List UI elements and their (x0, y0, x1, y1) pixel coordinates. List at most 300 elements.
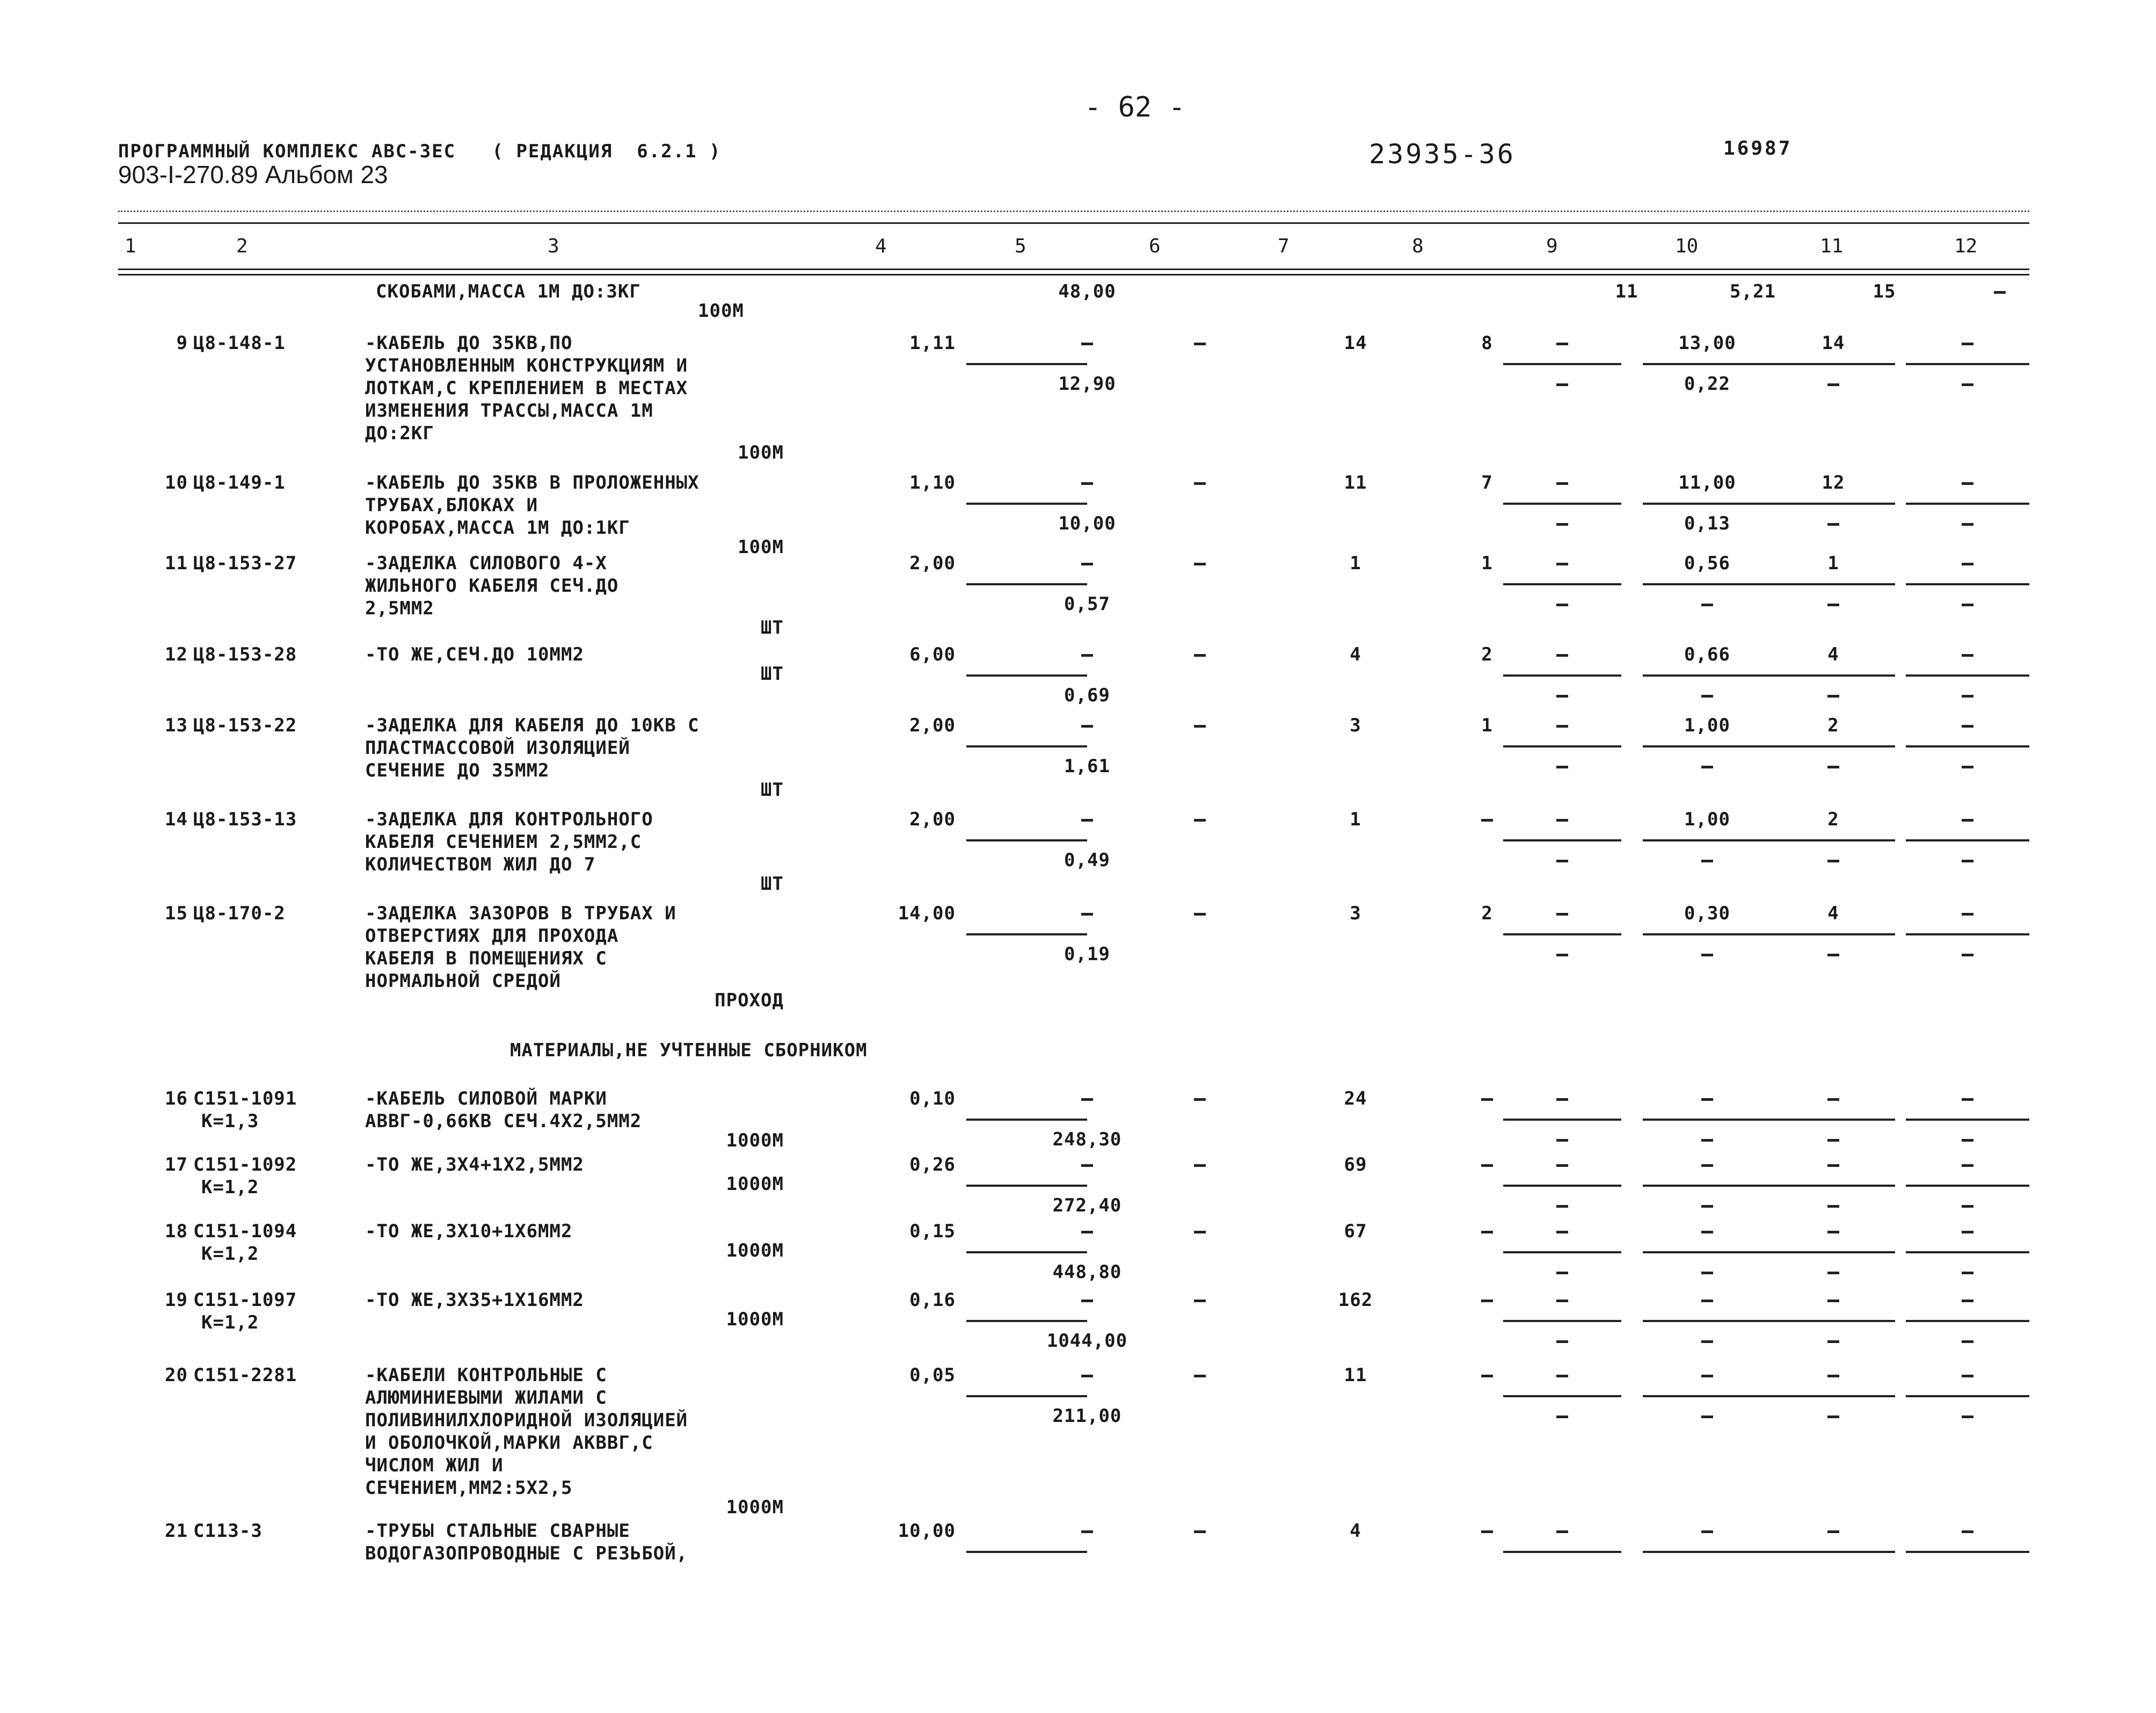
cell-c11-bottom (1827, 1272, 1839, 1274)
cell-c12-rule (1906, 933, 2029, 935)
cell-col7: 162 (1338, 1289, 1373, 1311)
cell-col5-top (1081, 819, 1093, 822)
cell-c11-rule (1772, 1185, 1895, 1187)
row-description-line: И ОБОЛОЧКОЙ,МАРКИ АКВВГ,С (365, 1432, 653, 1454)
cell-col5-rule (966, 503, 1087, 505)
row-description-line: КОРОБАХ,МАССА 1М ДО:1КГ (365, 517, 630, 539)
cell-c11-top: 4 (1827, 903, 1839, 924)
cell-c10-rule (1643, 1251, 1772, 1253)
row-description-line: АВВГ-0,66КВ СЕЧ.4Х2,5ММ2 (365, 1110, 642, 1132)
cell-c12-bottom (1962, 860, 1973, 862)
cell-col6 (1194, 482, 1206, 485)
cell-c9-rule (1503, 745, 1621, 747)
row-coefficient: К=1,2 (201, 1243, 259, 1265)
row-code: Ц8-153-28 (193, 644, 297, 665)
cell-c10-bottom (1701, 1139, 1713, 1142)
row-unit: 1000М (726, 1309, 784, 1330)
cell-c10-rule (1643, 1395, 1772, 1397)
cell-c12-top (1962, 563, 1973, 565)
row-quantity: 1,10 (909, 472, 956, 493)
cell-col6 (1194, 1300, 1206, 1302)
cell-c10-bottom (1701, 604, 1713, 606)
cell-c9-rule (1503, 1320, 1621, 1322)
cell-c10-bottom (1701, 1272, 1713, 1274)
row-description-line: -КАБЕЛЬ ДО 35КВ,ПО (365, 332, 573, 354)
cell-col12 (1994, 291, 2006, 294)
row-description-line: УСТАНОВЛЕННЫМ КОНСТРУКЦИЯМ И (365, 355, 688, 376)
cell-col10: 5,21 (1730, 281, 1776, 302)
cell-c9-bottom (1556, 1272, 1568, 1274)
cell-c9-bottom (1556, 383, 1568, 386)
row-number: 19 (165, 1289, 188, 1311)
cell-c11-top (1827, 1098, 1839, 1101)
row-unit: ШТ (761, 779, 784, 801)
cell-c12-top (1962, 1231, 1973, 1233)
cell-col7: 67 (1344, 1221, 1367, 1242)
row-quantity: 2,00 (909, 715, 956, 736)
row-code: С113-3 (193, 1520, 263, 1542)
cell-c10-bottom: 0,22 (1684, 373, 1730, 395)
cell-c9-top (1556, 654, 1568, 657)
cell-c9-rule (1503, 933, 1621, 935)
row-description-line: -ТРУБЫ СТАЛЬНЫЕ СВАРНЫЕ (365, 1520, 630, 1542)
cell-col5-top (1081, 1231, 1093, 1233)
cell-c12-top (1962, 725, 1973, 728)
row-description-line: -ТО ЖЕ,3Х4+1Х2,5ММ2 (365, 1154, 584, 1175)
cell-c9-bottom (1556, 604, 1568, 606)
cell-c9-rule (1503, 1395, 1621, 1397)
cell-col7: 3 (1350, 715, 1361, 736)
cell-c11-bottom (1827, 1340, 1839, 1343)
row-quantity: 0,15 (909, 1221, 956, 1242)
cell-c10-top (1701, 1300, 1713, 1302)
row-unit: ШТ (761, 617, 784, 638)
row-unit: 1000М (726, 1130, 784, 1151)
row-unit: 1000М (726, 1173, 784, 1195)
cell-col7: 1 (1350, 809, 1361, 830)
row-description-line: ПОЛИВИНИЛХЛОРИДНОЙ ИЗОЛЯЦИЕЙ (365, 1410, 688, 1431)
program-header: ПРОГРАММНЫЙ КОМПЛЕКС АВС-ЗЕС ( РЕДАКЦИЯ 6.2.1 ) (118, 141, 722, 162)
cell-c10-top (1701, 1164, 1713, 1167)
cell-col8 (1481, 1300, 1493, 1302)
cell-c12-top (1962, 1300, 1973, 1302)
cell-c11-top: 4 (1827, 644, 1839, 665)
cell-c11-rule (1772, 933, 1895, 935)
cell-c10-bottom: 0,13 (1684, 513, 1730, 534)
cell-c12-top (1962, 1164, 1973, 1167)
cell-c10-rule (1643, 1119, 1772, 1121)
cell-col5-bottom: 211,00 (1052, 1405, 1122, 1427)
row-number: 16 (165, 1088, 188, 1109)
cell-c11-rule (1772, 1320, 1895, 1322)
row-description-line: КОЛИЧЕСТВОМ ЖИЛ ДО 7 (365, 854, 596, 875)
cell-c12-bottom (1962, 695, 1973, 698)
row-description-line: -ТО ЖЕ,3Х35+1Х16ММ2 (365, 1289, 584, 1311)
cell-col6 (1194, 1530, 1206, 1533)
cell-col5-top (1081, 725, 1093, 728)
row-description-line: -ЗАДЕЛКА ЗАЗОРОВ В ТРУБАХ И (365, 903, 676, 924)
cell-c11-top: 2 (1827, 715, 1839, 736)
row-description-line: -КАБЕЛЬ СИЛОВОЙ МАРКИ (365, 1088, 607, 1109)
cell-col5-bottom: 1044,00 (1046, 1330, 1128, 1352)
cell-col8: 8 (1481, 332, 1493, 354)
cell-col8 (1481, 1530, 1493, 1533)
column-number: 2 (236, 235, 248, 257)
cell-c9-bottom (1556, 954, 1568, 956)
cell-col7: 69 (1344, 1154, 1367, 1175)
cell-c10-top: 13,00 (1678, 332, 1736, 354)
cell-c10-top (1701, 1231, 1713, 1233)
cell-col8: 1 (1481, 715, 1493, 736)
row-number: 15 (165, 903, 188, 924)
cell-col5-bottom: 10,00 (1058, 513, 1116, 534)
cell-col5-bottom: 1,61 (1064, 756, 1110, 777)
row-description-line: -ТО ЖЕ,СЕЧ.ДО 10ММ2 (365, 644, 584, 665)
cell-c9-rule (1503, 583, 1621, 585)
cell-c12-rule (1906, 1119, 2029, 1121)
cell-col5-rule (966, 1185, 1087, 1187)
cell-c10-rule (1643, 583, 1772, 585)
row-unit: ПРОХОД (715, 990, 784, 1011)
cell-c9-top (1556, 1375, 1568, 1377)
column-number: 6 (1149, 235, 1161, 257)
row-description-line: КАБЕЛЯ СЕЧЕНИЕМ 2,5ММ2,С (365, 831, 642, 853)
row-quantity: 1,11 (909, 332, 956, 354)
cell-c12-top (1962, 654, 1973, 657)
document-code: 23935-36 (1369, 139, 1516, 170)
cell-c10-top (1701, 1375, 1713, 1377)
cell-c9-bottom (1556, 1139, 1568, 1142)
row-quantity: 2,00 (909, 809, 956, 830)
cell-c9-bottom (1556, 766, 1568, 768)
cell-col5-rule (966, 363, 1087, 365)
cell-c9-top (1556, 1300, 1568, 1302)
cell-col5-top (1081, 1375, 1093, 1377)
column-number: 10 (1675, 235, 1699, 257)
cell-c9-bottom (1556, 1340, 1568, 1343)
cell-c12-rule (1906, 363, 2029, 365)
cell-c12-bottom (1962, 383, 1973, 386)
cell-c12-bottom (1962, 1272, 1973, 1274)
cell-c11-bottom (1827, 1205, 1839, 1208)
cell-col5: 48,00 (1058, 281, 1116, 302)
cell-c10-bottom (1701, 766, 1713, 768)
row-description-line: КАБЕЛЯ В ПОМЕЩЕНИЯХ С (365, 948, 607, 969)
cell-col5-rule (966, 745, 1087, 747)
cell-col6 (1194, 1231, 1206, 1233)
cell-col5-rule (966, 583, 1087, 585)
row-description-line: -ЗАДЕЛКА СИЛОВОГО 4-Х (365, 553, 607, 574)
cell-c12-top (1962, 819, 1973, 822)
cell-col6 (1194, 1375, 1206, 1377)
row-quantity: 6,00 (909, 644, 956, 665)
cell-c9-top (1556, 343, 1568, 345)
row-code: Ц8-153-13 (193, 809, 297, 830)
cell-c11-bottom (1827, 1416, 1839, 1418)
row-description-line: ЛОТКАМ,С КРЕПЛЕНИЕМ В МЕСТАХ (365, 378, 688, 399)
header-rule-bottom (118, 268, 2029, 270)
cell-c12-bottom (1962, 604, 1973, 606)
cell-c9-top (1556, 1530, 1568, 1533)
row-number: 18 (165, 1221, 188, 1242)
cell-col5-top (1081, 1164, 1093, 1167)
cell-col5-top (1081, 654, 1093, 657)
cell-col5-rule (966, 933, 1087, 935)
cell-c10-rule (1643, 674, 1772, 677)
cell-col5-rule (966, 839, 1087, 841)
cell-c12-rule (1906, 745, 2029, 747)
column-number: 11 (1820, 235, 1844, 257)
row-description-line: ЧИСЛОМ ЖИЛ И (365, 1455, 504, 1476)
row-unit: ШТ (761, 873, 784, 895)
row-description-line: ОТВЕРСТИЯХ ДЛЯ ПРОХОДА (365, 925, 619, 947)
cell-c11-top: 2 (1827, 809, 1839, 830)
cell-c11-bottom (1827, 860, 1839, 862)
row-description-line: ИЗМЕНЕНИЯ ТРАССЫ,МАССА 1М (365, 400, 653, 422)
cell-c12-rule (1906, 674, 2029, 677)
cell-col11: 15 (1873, 281, 1896, 302)
cell-c12-top (1962, 1098, 1973, 1101)
cell-col5-rule (966, 1251, 1087, 1253)
cell-c10-top (1701, 1530, 1713, 1533)
cell-c10-bottom (1701, 695, 1713, 698)
row-code: Ц8-153-22 (193, 715, 297, 736)
cell-c10-top: 11,00 (1678, 472, 1736, 493)
cell-col7: 24 (1344, 1088, 1367, 1109)
top-dotted-rule (118, 211, 2029, 212)
row-description-line: -ЗАДЕЛКА ДЛЯ КАБЕЛЯ ДО 10КВ С (365, 715, 700, 736)
cell-c9-top (1556, 1164, 1568, 1167)
cell-col5-top (1081, 1300, 1093, 1302)
cell-col8: 2 (1481, 903, 1493, 924)
cell-c9-bottom (1556, 1416, 1568, 1418)
row-unit: 100М (698, 300, 744, 322)
column-number: 12 (1954, 235, 1978, 257)
row-quantity: 14,00 (898, 903, 956, 924)
row-code: Ц8-149-1 (193, 472, 286, 493)
column-number: 9 (1546, 235, 1558, 257)
header-rule-top (118, 222, 2029, 224)
row-description-line: ВОДОГАЗОПРОВОДНЫЕ С РЕЗЬБОЙ, (365, 1543, 688, 1564)
cell-col5-bottom: 12,90 (1058, 373, 1116, 395)
row-code: Ц8-170-2 (193, 903, 286, 924)
cell-c10-top: 1,00 (1684, 715, 1730, 736)
cell-col8 (1481, 1375, 1493, 1377)
cell-col6 (1194, 1098, 1206, 1101)
cell-c9-rule (1503, 674, 1621, 677)
cell-c9-bottom (1556, 1205, 1568, 1208)
cell-c10-bottom (1701, 1340, 1713, 1343)
cell-c11-bottom (1827, 954, 1839, 956)
cell-c11-rule (1772, 1251, 1895, 1253)
cell-c12-rule (1906, 1185, 2029, 1187)
header-rule-bottom-2 (118, 274, 2029, 275)
cell-c11-bottom (1827, 695, 1839, 698)
cell-c10-rule (1643, 363, 1772, 365)
row-description-line: ДО:2КГ (365, 423, 434, 444)
cell-c11-top: 12 (1822, 472, 1845, 493)
row-number: 14 (165, 809, 188, 830)
column-number: 4 (875, 235, 887, 257)
cell-c11-bottom (1827, 1139, 1839, 1142)
row-description-line: 2,5ММ2 (365, 598, 434, 619)
cell-col6 (1194, 563, 1206, 565)
cell-col7: 14 (1344, 332, 1367, 354)
cell-c11-bottom (1827, 766, 1839, 768)
cell-c10-rule (1643, 1185, 1772, 1187)
row-number: 20 (165, 1364, 188, 1386)
cell-c11-top (1827, 1530, 1839, 1533)
cell-col5-top (1081, 913, 1093, 916)
cell-c10-rule (1643, 1320, 1772, 1322)
cell-c9-top (1556, 482, 1568, 485)
row-quantity: 0,16 (909, 1289, 956, 1311)
cell-c12-rule (1906, 1320, 2029, 1322)
row-number: 21 (165, 1520, 188, 1542)
cell-c11-bottom (1827, 604, 1839, 606)
cell-col6 (1194, 343, 1206, 345)
cell-col8 (1481, 1164, 1493, 1167)
cell-c9-bottom (1556, 523, 1568, 526)
row-number: 13 (165, 715, 188, 736)
row-unit: ШТ (761, 663, 784, 685)
column-number: 8 (1412, 235, 1424, 257)
row-description-line: ТРУБАХ,БЛОКАХ И (365, 495, 538, 516)
cell-c12-rule (1906, 583, 2029, 585)
cell-col8 (1481, 819, 1493, 822)
row-description-line: СЕЧЕНИЕМ,ММ2:5Х2,5 (365, 1477, 573, 1499)
cell-col6 (1194, 819, 1206, 822)
cell-col5-rule (966, 1320, 1087, 1322)
row-quantity: 0,10 (909, 1088, 956, 1109)
row-description-line: ЖИЛЬНОГО КАБЕЛЯ СЕЧ.ДО (365, 575, 619, 597)
cell-col5-top (1081, 563, 1093, 565)
cell-c11-rule (1772, 745, 1895, 747)
cell-col5-top (1081, 1530, 1093, 1533)
row-quantity: 2,00 (909, 553, 956, 574)
row-number: 17 (165, 1154, 188, 1175)
cell-col5-top (1081, 1098, 1093, 1101)
row-code: С151-1092 (193, 1154, 297, 1175)
row-code: С151-1094 (193, 1221, 297, 1242)
row-description-line: ПЛАСТМАССОВОЙ ИЗОЛЯЦИЕЙ (365, 737, 630, 759)
cell-col7: 1 (1350, 553, 1361, 574)
cell-c10-bottom (1701, 1416, 1713, 1418)
cell-c12-top (1962, 1530, 1973, 1533)
cell-c12-bottom (1962, 1139, 1973, 1142)
cell-c10-rule (1643, 1551, 1772, 1553)
cell-c12-top (1962, 343, 1973, 345)
row-unit: 100М (738, 442, 784, 463)
row-description-line: -КАБЕЛЬ ДО 35КВ В ПРОЛОЖЕННЫХ (365, 472, 700, 493)
cell-c12-bottom (1962, 954, 1973, 956)
document-number: 16987 (1723, 137, 1793, 159)
cell-c10-rule (1643, 745, 1772, 747)
cell-c10-rule (1643, 933, 1772, 935)
cell-c10-rule (1643, 839, 1772, 841)
cell-c10-top: 1,00 (1684, 809, 1730, 830)
cell-col6 (1194, 1164, 1206, 1167)
cell-c10-bottom (1701, 860, 1713, 862)
cell-c10-bottom (1701, 954, 1713, 956)
cell-c12-rule (1906, 1551, 2029, 1553)
row-number: 9 (176, 332, 188, 354)
cell-c11-rule (1772, 1119, 1895, 1121)
page-number: - 62 - (1084, 91, 1185, 124)
row-description-line: АЛЮМИНИЕВЫМИ ЖИЛАМИ С (365, 1387, 607, 1409)
cell-c11-rule (1772, 1395, 1895, 1397)
cell-c9-rule (1503, 1185, 1621, 1187)
row-unit: 100М (738, 536, 784, 558)
row-quantity: 10,00 (898, 1520, 956, 1542)
cell-col7: 11 (1344, 1364, 1367, 1386)
cell-col6 (1194, 913, 1206, 916)
cell-c11-rule (1772, 674, 1895, 677)
cell-c12-top (1962, 1375, 1973, 1377)
cell-col6 (1194, 725, 1206, 728)
cell-col5-bottom: 0,57 (1064, 593, 1110, 615)
cell-c11-rule (1772, 839, 1895, 841)
cell-c10-bottom (1701, 1205, 1713, 1208)
cell-col5-bottom: 0,49 (1064, 850, 1110, 871)
cell-col5-rule (966, 674, 1087, 677)
cell-col6 (1194, 654, 1206, 657)
cell-col8: 1 (1481, 553, 1493, 574)
cell-c9-top (1556, 725, 1568, 728)
cell-col5-top (1081, 343, 1093, 345)
row-number: 12 (165, 644, 188, 665)
cell-c12-top (1962, 482, 1973, 485)
cell-c9-bottom (1556, 695, 1568, 698)
cell-c10-top: 0,30 (1684, 903, 1730, 924)
cell-c9-top (1556, 1231, 1568, 1233)
cell-c12-rule (1906, 839, 2029, 841)
cell-col5-rule (966, 1119, 1087, 1121)
cell-col8: 7 (1481, 472, 1493, 493)
cell-c12-bottom (1962, 1340, 1973, 1343)
cell-c12-rule (1906, 503, 2029, 505)
row-coefficient: К=1,2 (201, 1312, 259, 1333)
cell-c12-bottom (1962, 1205, 1973, 1208)
row-code: Ц8-153-27 (193, 553, 297, 574)
row-code: С151-2281 (193, 1364, 297, 1386)
cell-col5-bottom: 248,30 (1052, 1129, 1122, 1150)
row-code: С151-1091 (193, 1088, 297, 1109)
cell-c11-rule (1772, 363, 1895, 365)
cell-c11-top: 1 (1827, 553, 1839, 574)
cell-c11-rule (1772, 1551, 1895, 1553)
row-code: Ц8-148-1 (193, 332, 286, 354)
cell-col5-bottom: 272,40 (1052, 1195, 1122, 1216)
cell-col5-rule (966, 1551, 1087, 1553)
cell-col7: 11 (1344, 472, 1367, 493)
cell-c11-top: 14 (1822, 332, 1845, 354)
cell-col8 (1481, 1231, 1493, 1233)
cell-c11-top (1827, 1164, 1839, 1167)
row-description-line: -ТО ЖЕ,3Х10+1Х6ММ2 (365, 1221, 573, 1242)
cell-c12-rule (1906, 1251, 2029, 1253)
cell-col5-bottom: 0,19 (1064, 943, 1110, 965)
row-number: 11 (165, 553, 188, 574)
cell-c10-rule (1643, 503, 1772, 505)
cell-c9-top (1556, 819, 1568, 822)
column-number: 5 (1015, 235, 1026, 257)
cell-c9-top (1556, 1098, 1568, 1101)
cell-col7: 4 (1350, 644, 1361, 665)
cell-c9-rule (1503, 503, 1621, 505)
row-description-line: СЕЧЕНИЕ ДО 35ММ2 (365, 760, 550, 781)
row-coefficient: К=1,2 (201, 1177, 259, 1198)
